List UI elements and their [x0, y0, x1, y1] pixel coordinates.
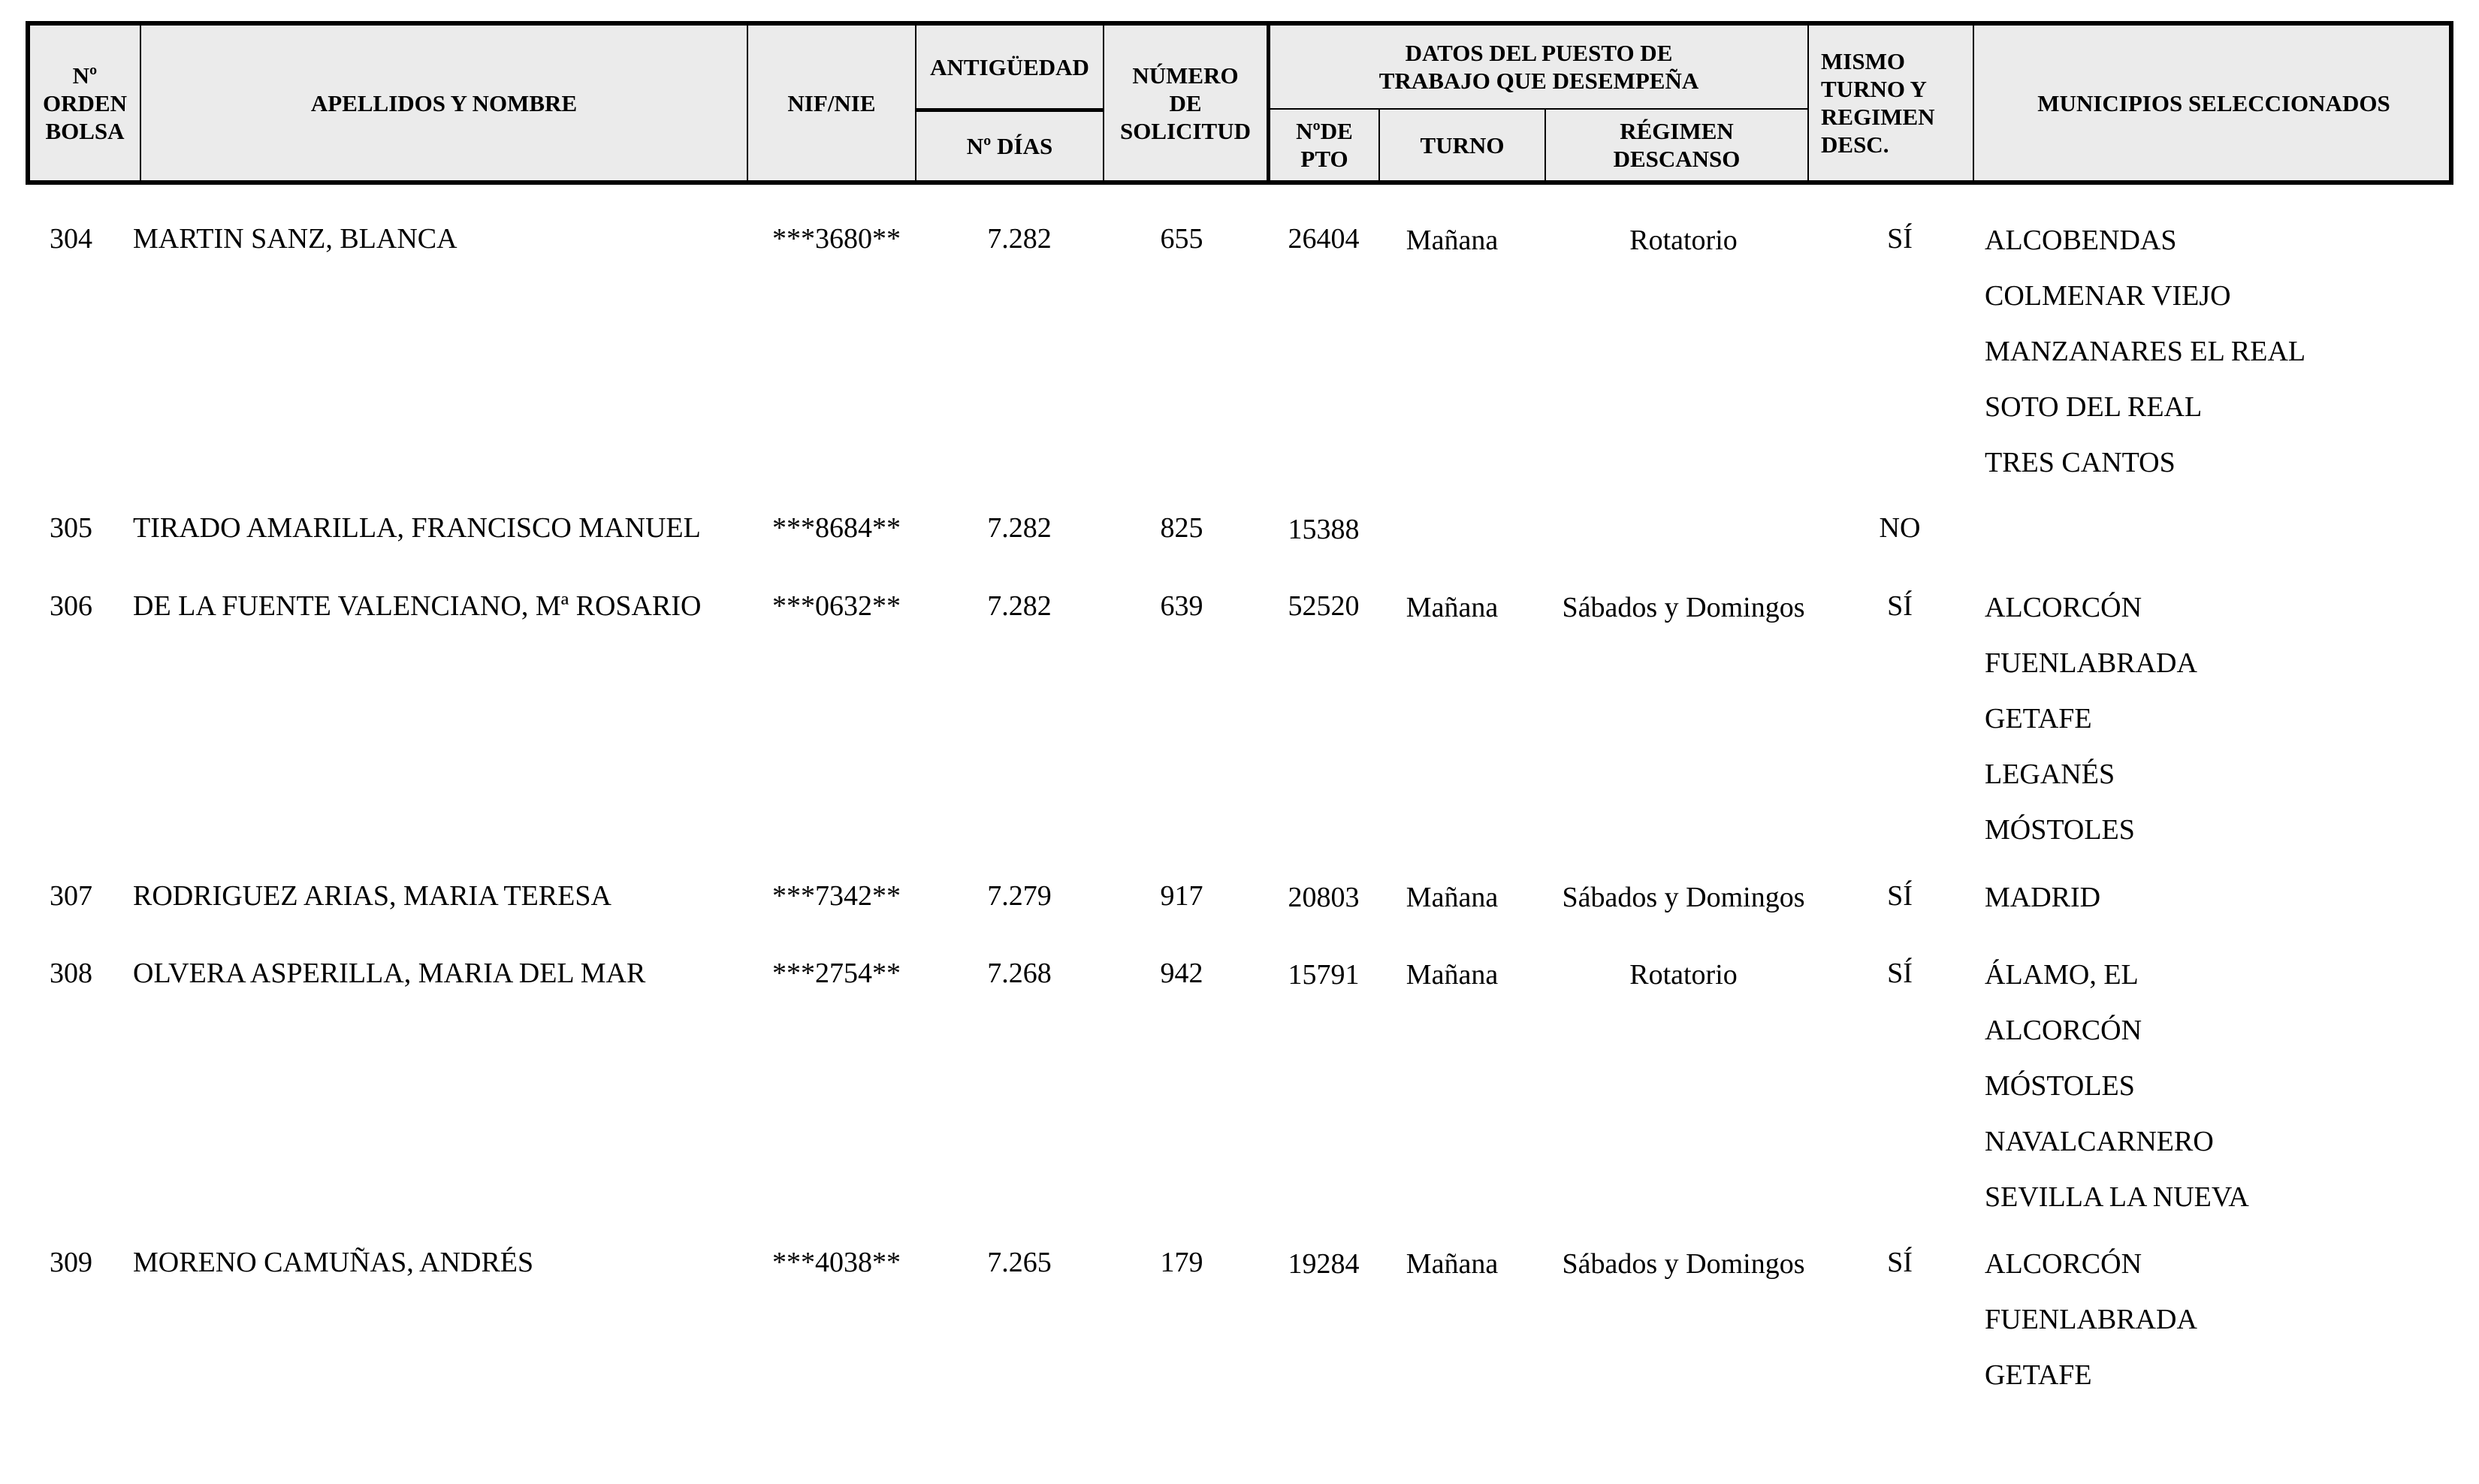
cell-pto: 26404	[1288, 223, 1360, 255]
cell-nombre: DE LA FUENTE VALENCIANO, Mª ROSARIO	[133, 590, 702, 622]
header-antiguedad: ANTIGÜEDAD	[930, 53, 1089, 80]
municipio-item: NAVALCARNERO	[1985, 1126, 2214, 1157]
cell-nif: ***7342**	[772, 880, 901, 912]
cell-solicitud: 917	[1160, 880, 1203, 912]
cell-nif: ***4038**	[772, 1247, 901, 1278]
cell-turno: Mañana	[1406, 1248, 1499, 1280]
municipio-item: FUENLABRADA	[1985, 647, 2197, 679]
municipio-item: COLMENAR VIEJO	[1985, 280, 2231, 312]
municipios-list	[1985, 958, 2249, 1235]
municipio-item: GETAFE	[1985, 1359, 2092, 1391]
cell-dias: 7.282	[987, 223, 1052, 255]
header-num-pto: NºDE PTO	[1296, 118, 1353, 172]
cell-orden: 305	[50, 512, 92, 544]
municipio-item: ALCORCÓN	[1985, 1248, 2142, 1280]
cell-mismo: SÍ	[1887, 958, 1913, 989]
header-numero-solicitud: NÚMERO DE SOLICITUD	[1120, 62, 1251, 144]
header-regimen-descanso: RÉGIMEN DESCANSO	[1613, 118, 1741, 172]
municipio-item: ÁLAMO, EL	[1985, 959, 2139, 991]
cell-pto: 20803	[1288, 882, 1360, 913]
cell-nombre: RODRIGUEZ ARIAS, MARIA TERESA	[133, 880, 611, 912]
cell-regimen: Rotatorio	[1629, 959, 1738, 991]
municipios-list	[1985, 223, 2305, 501]
header-turno: TURNO	[1420, 131, 1505, 158]
cell-regimen: Sábados y Domingos	[1562, 882, 1805, 913]
cell-dias: 7.282	[987, 590, 1052, 622]
table-header	[26, 21, 2453, 185]
cell-mismo: SÍ	[1887, 590, 1913, 622]
cell-pto: 15388	[1288, 514, 1360, 545]
header-datos-puesto: DATOS DEL PUESTO DE TRABAJO QUE DESEMPEÑA	[1378, 40, 1699, 94]
cell-orden: 304	[50, 223, 92, 255]
municipio-item: FUENLABRADA	[1985, 1304, 2197, 1335]
cell-dias: 7.279	[987, 880, 1052, 912]
cell-turno: Mañana	[1406, 592, 1499, 623]
cell-solicitud: 942	[1160, 958, 1203, 989]
cell-solicitud: 639	[1160, 590, 1203, 622]
cell-turno: Mañana	[1406, 959, 1499, 991]
cell-dias: 7.265	[987, 1247, 1052, 1278]
cell-nombre: OLVERA ASPERILLA, MARIA DEL MAR	[133, 958, 646, 989]
municipio-item: ALCOBENDAS	[1985, 225, 2177, 256]
cell-solicitud: 825	[1160, 512, 1203, 544]
header-nif-nie: NIF/NIE	[787, 89, 876, 116]
cell-pto: 19284	[1288, 1248, 1360, 1280]
cell-solicitud: 179	[1160, 1247, 1203, 1278]
municipio-item: LEGANÉS	[1985, 759, 2115, 790]
cell-regimen: Sábados y Domingos	[1562, 1248, 1805, 1280]
cell-orden: 306	[50, 590, 92, 622]
municipio-item: ALCORCÓN	[1985, 592, 2142, 623]
cell-mismo: SÍ	[1887, 1247, 1913, 1278]
header-municipios: MUNICIPIOS SELECCIONADOS	[2037, 89, 2390, 116]
header-apellidos-nombre: APELLIDOS Y NOMBRE	[310, 89, 578, 116]
cell-mismo: SÍ	[1887, 880, 1913, 912]
cell-turno: Mañana	[1406, 225, 1499, 256]
cell-orden: 308	[50, 958, 92, 989]
cell-pto: 15791	[1288, 959, 1360, 991]
municipios-list	[1985, 880, 2100, 936]
cell-nif: ***8684**	[772, 512, 901, 544]
cell-dias: 7.282	[987, 512, 1052, 544]
municipios-list	[1985, 590, 2197, 868]
header-orden-bolsa: Nº ORDEN BOLSA	[43, 62, 127, 144]
municipio-item: ALCORCÓN	[1985, 1015, 2142, 1046]
cell-nif: ***2754**	[772, 958, 901, 989]
cell-orden: 309	[50, 1247, 92, 1278]
cell-regimen: Sábados y Domingos	[1562, 592, 1805, 623]
municipio-item: SOTO DEL REAL	[1985, 391, 2203, 423]
header-num-dias: Nº DÍAS	[966, 133, 1053, 159]
municipio-item: MADRID	[1985, 882, 2101, 913]
cell-turno: Mañana	[1406, 882, 1499, 913]
cell-nombre: TIRADO AMARILLA, FRANCISCO MANUEL	[133, 512, 701, 544]
municipio-item: MÓSTOLES	[1985, 814, 2135, 846]
cell-dias: 7.268	[987, 958, 1052, 989]
cell-nombre: MORENO CAMUÑAS, ANDRÉS	[133, 1247, 534, 1278]
cell-nombre: MARTIN SANZ, BLANCA	[133, 223, 457, 255]
municipio-item: MÓSTOLES	[1985, 1070, 2135, 1102]
cell-orden: 307	[50, 880, 92, 912]
cell-nif: ***3680**	[772, 223, 901, 255]
cell-mismo: NO	[1879, 512, 1921, 544]
municipios-list	[1985, 1247, 2197, 1413]
cell-nif: ***0632**	[772, 590, 901, 622]
cell-solicitud: 655	[1160, 223, 1203, 255]
cell-mismo: SÍ	[1887, 223, 1913, 255]
municipio-item: SEVILLA LA NUEVA	[1985, 1181, 2249, 1213]
municipio-item: MANZANARES EL REAL	[1985, 336, 2306, 367]
header-mismo-turno: MISMO TURNO Y REGIMEN DESC.	[1821, 48, 1935, 158]
cell-regimen: Rotatorio	[1629, 225, 1738, 256]
cell-pto: 52520	[1288, 590, 1360, 622]
municipio-item: TRES CANTOS	[1985, 447, 2176, 478]
municipio-item: GETAFE	[1985, 703, 2092, 734]
